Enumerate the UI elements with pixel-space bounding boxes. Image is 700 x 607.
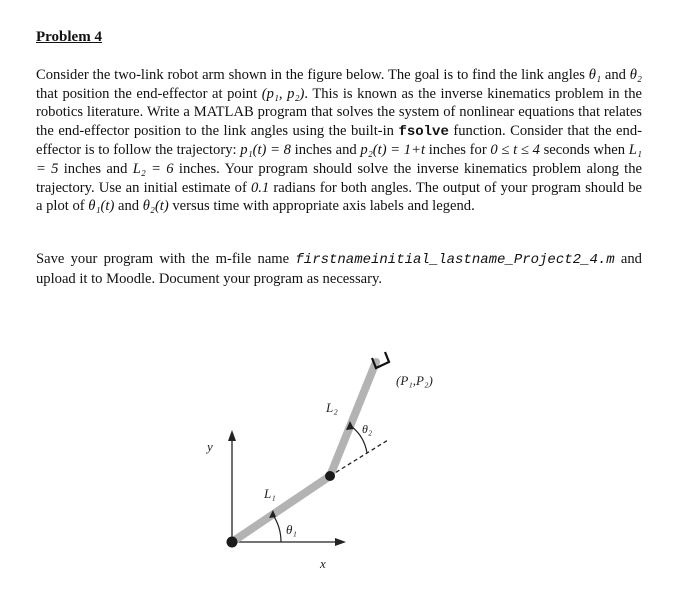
p1-trajectory: p₁(t) = 8 [240, 142, 291, 159]
theta1-label: θ₁ [286, 522, 297, 537]
link-2 [330, 362, 376, 476]
link-1 [232, 476, 330, 542]
text: inches. Your program should solve the inverse kinematics problem along the trajectory. Use an initial estimate of [36, 160, 642, 196]
fsolve-code: fsolve [398, 123, 449, 140]
elbow-joint [325, 471, 335, 481]
text: Save your program with the m-file name [36, 251, 296, 267]
text: that position the end-effector at point [36, 85, 262, 102]
text: and [601, 67, 630, 83]
text: inches and [290, 142, 361, 159]
text: inches and [58, 160, 133, 177]
L2-value: L₂ = 6 [132, 160, 174, 177]
text: radians for both angles. The output of your program should be a plot of [36, 179, 642, 215]
theta2-symbol: θ₂ [629, 67, 643, 83]
text: . This is known as the inverse kinematics problem in the robotics literature. Write a MATLAB program that solves the system of nonlinear equations that relates the end-effector position to the link angles using the built-in [36, 85, 642, 139]
y-axis-label: y [207, 439, 213, 454]
filename-code-end: Project2_4.m [513, 252, 615, 268]
time-range: 0 ≤ t ≤ 4 [490, 142, 540, 159]
L1-label: L₁ [264, 486, 276, 501]
x-axis-arrow-icon [335, 538, 346, 546]
point-symbol: (p₁, p₂) [261, 85, 305, 102]
text: seconds when [539, 142, 629, 159]
y-axis-arrow-icon [228, 430, 236, 441]
filename-code: firstnameinitial_lastname_ [295, 252, 514, 268]
problem-heading: Problem 4 [36, 29, 102, 45]
text: versus time with appropriate axis labels and legend. [168, 198, 475, 215]
x-axis-label: x [320, 556, 326, 571]
theta2-of-t: θ₂(t) [142, 198, 169, 215]
L2-label: L₂ [326, 400, 338, 415]
text: and upload it to Moodle. Document your program as necessary. [36, 251, 642, 287]
base-joint [227, 537, 238, 548]
end-effector-point-label: (P₁,P₂) [396, 373, 433, 388]
L1-value: L₁ = 5 [36, 142, 642, 177]
text: function. Consider that the end-effector is to follow the trajectory: [36, 122, 642, 159]
theta1-symbol: θ₁ [588, 67, 602, 83]
initial-estimate: 0.1 [250, 179, 270, 196]
text: Consider the two-link robot arm shown in the figure below. The goal is to find the link angles [36, 67, 589, 83]
p2-trajectory: p₂(t) = 1+t [360, 142, 425, 159]
theta1-arc [273, 515, 281, 542]
theta1-of-t: θ₁(t) [88, 198, 115, 215]
text: inches for [425, 142, 491, 159]
text: and [114, 198, 143, 215]
theta2-label: θ₂ [362, 422, 373, 436]
